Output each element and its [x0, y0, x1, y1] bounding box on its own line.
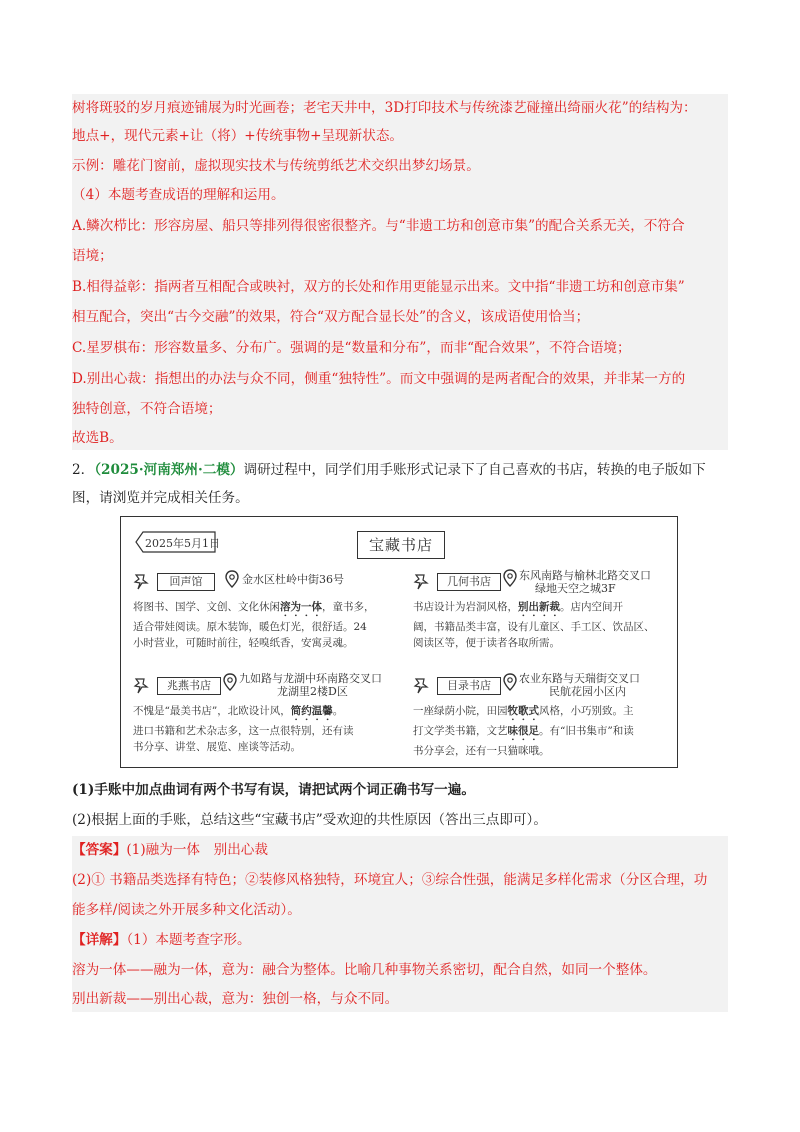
shop-address: 九如路与龙湖中环南路交叉口 龙湖里2楼D区 — [239, 672, 382, 698]
answer-block — [72, 836, 728, 1012]
detail-line: 【详解】（1）本题考查字形。 — [72, 932, 251, 948]
emphasized-word: 溶为一体 — [280, 601, 322, 613]
detail-label: 【详解】 — [72, 932, 127, 948]
analysis-line: 地点+，现代元素+让（将）+传统事物+呈现新状态。 — [72, 128, 404, 144]
question-source: （2025·河南郑州·二模） — [94, 462, 244, 478]
question-stem — [72, 460, 706, 480]
notebook-card — [120, 516, 678, 768]
task-1: (1)手账中加点曲词有两个书写有误，请把试两个词正确书写一遍。 — [72, 782, 475, 798]
shop-name: 目录书店 — [437, 677, 501, 695]
location-pin-icon — [225, 570, 239, 592]
card-title: 宝藏书店 — [357, 531, 445, 559]
shop-name: 回声馆 — [157, 573, 215, 591]
answer-line: (2)① 书籍品类选择有特色；②装修风格独特，环境宜人；③综合性强，能满足多样化需求（分区合理，功 — [72, 872, 708, 888]
option-d: 独特创意，不符合语境； — [72, 401, 222, 417]
option-a: 语境； — [72, 248, 113, 264]
shop-name: 兆燕书店 — [157, 677, 221, 695]
answer-line: 能多样/阅读之外开展多种文化活动）。 — [72, 902, 301, 918]
shop-address: 金水区杜岭中街36号 — [242, 573, 344, 586]
detail-line: 溶为一体——融为一体，意为：融合为整体。比喻几种事物关系密切，配合自然，如同一个整体。 — [72, 962, 657, 978]
date-tag — [135, 531, 220, 553]
location-pin-icon — [503, 673, 517, 695]
shop-address: 农业东路与天瑞街交叉口 民航花园小区内 — [519, 672, 640, 698]
option-b: 相互配合，突出“古今交融”的效果，符合“双方配合显长处”的含义，该成语使用恰当； — [72, 309, 590, 325]
conclusion: 故选B。 — [72, 430, 123, 446]
analysis-line: （4）本题考查成语的理解和运用。 — [72, 187, 285, 203]
pushpin-icon — [413, 677, 431, 695]
emphasized-word: 牧歌式 — [507, 705, 539, 717]
pushpin-icon — [413, 573, 431, 591]
shop-description: 将图书、国学、文创、文化休闲溶为一体，童书多， 适合带娃阅读。原木装饰，暖色灯光，很舒适。24 小时营业，可随时前往，轻嗅纸香，安寓灵魂。 — [133, 601, 375, 649]
location-pin-icon — [223, 673, 237, 695]
shop-description: 不愧是“最美书店”，北欧设计风，简约温馨。 进口书籍和艺术杂志多，这一点很特别，还有读 书分享、讲堂、展览、座谈等活动。 — [133, 705, 354, 753]
question-number: 2． — [72, 462, 95, 478]
analysis-block — [72, 94, 728, 450]
location-pin-icon — [503, 569, 517, 591]
task-2: (2)根据上面的手账，总结这些“宝藏书店”受欢迎的共性原因（答出三点即可）。 — [72, 812, 547, 828]
option-d: D.别出心裁：指想出的办法与众不同，侧重“独特性”。而文中强调的是两者配合的效果，并非某一方的 — [72, 371, 686, 387]
emphasized-word: 味很足 — [507, 725, 539, 737]
option-b: B.相得益彰：指两者互相配合或映衬，双方的长处和作用更能显示出来。文中指“非遗工坊和创意市集” — [72, 279, 685, 295]
analysis-line: 树将斑驳的岁月痕迹铺展为时光画卷；老宅天井中，3D打印技术与传统漆艺碰撞出绮丽火花”的结构为： — [72, 100, 697, 116]
answer-line: 【答案】(1)融为一体 别出心裁 — [72, 842, 268, 858]
detail-line: 别出新裁——别出心裁，意为：独创一格，与众不同。 — [72, 991, 399, 1007]
emphasized-word: 别出新裁 — [518, 601, 560, 613]
shop-name: 几何书店 — [437, 573, 501, 591]
pushpin-icon — [133, 677, 151, 695]
emphasized-word: 简约温馨 — [290, 705, 333, 717]
shop-description: 一座绿荫小院，田园牧歌式风格，小巧别致。主 打文学类书籍，文艺味很足。有“旧书集市”和读 书分享会，还有一只猫咪哦。 — [413, 705, 634, 757]
answer-label: 【答案】 — [72, 842, 127, 858]
question-text: 图，请浏览并完成相关任务。 — [72, 490, 249, 506]
analysis-line: 示例：雕花门窗前，虚拟现实技术与传统剪纸艺术交织出梦幻场景。 — [72, 158, 480, 174]
question-text: 调研过程中，同学们用手账形式记录下了自己喜欢的书店，转换的电子版如下 — [243, 462, 706, 478]
option-c: C.星罗棋布：形容数量多、分布广。强调的是“数量和分布”，而非“配合效果”，不符合语境； — [72, 340, 631, 356]
pushpin-icon — [133, 573, 151, 591]
shop-address: 东风南路与榆林北路交叉口 绿地天空之城3F — [519, 569, 651, 595]
date-text: 2025年5月1日 — [145, 537, 220, 550]
option-a: A.鳞次栉比：形容房屋、船只等排列得很密很整齐。与“非遗工坊和创意市集”的配合关系无关，不符合 — [72, 218, 685, 234]
shop-description: 书店设计为岩洞风格，别出新裁。店内空间开 阔，书籍品类丰富，设有儿童区、手工区、饮品区、 阅读区等，便于读者各取所需。 — [413, 601, 655, 649]
